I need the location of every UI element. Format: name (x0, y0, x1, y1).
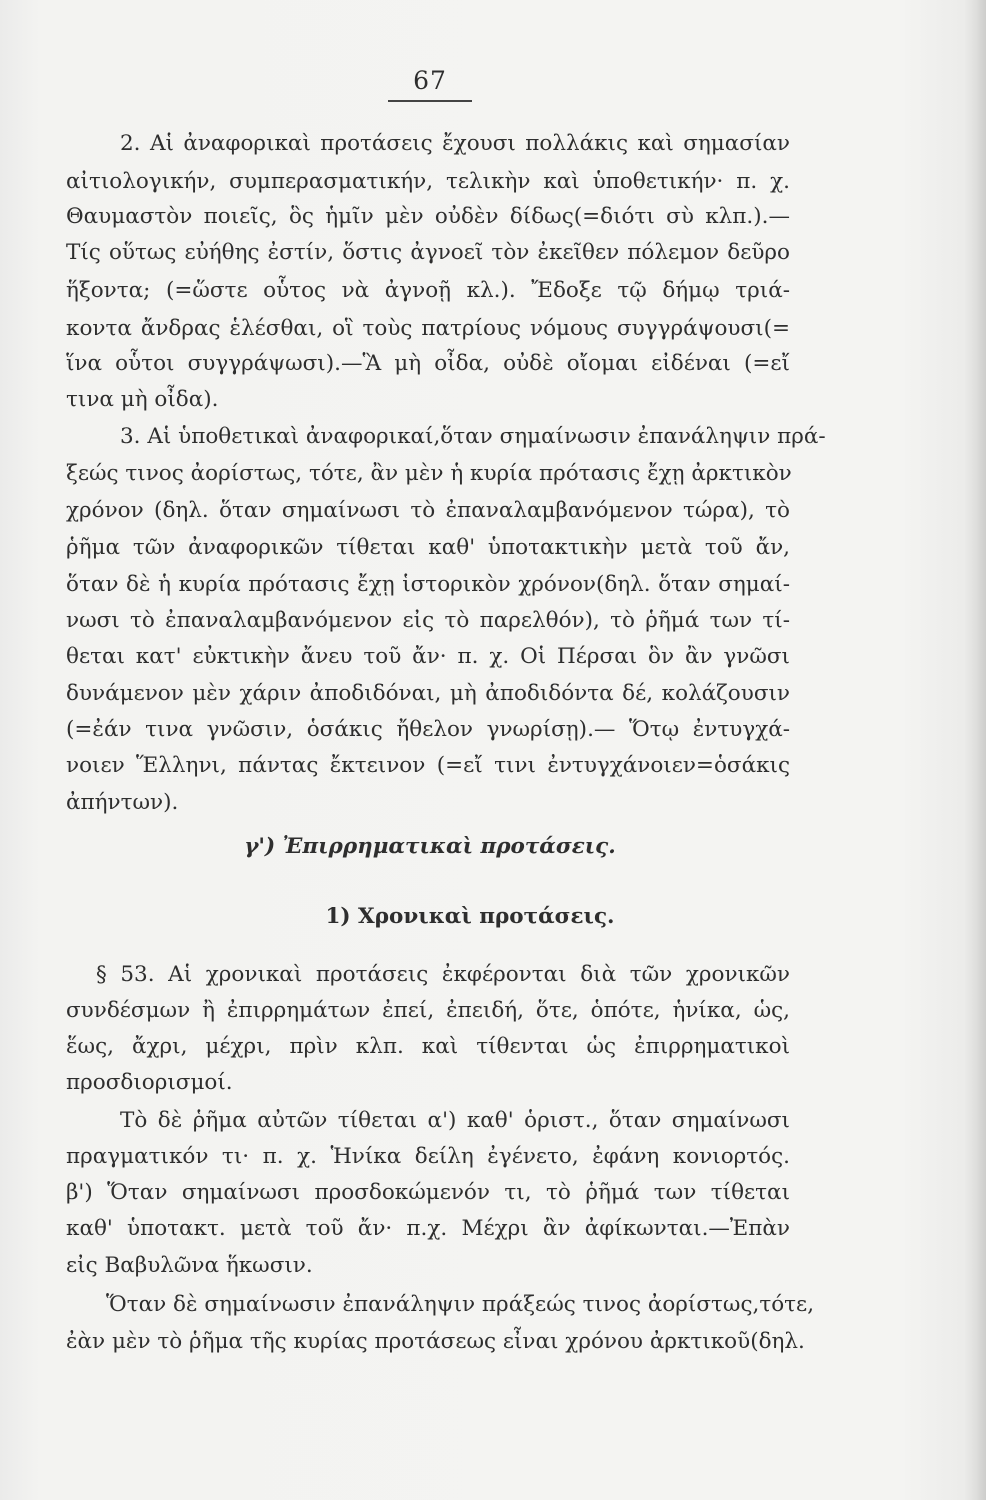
text-line: χρόνον (δηλ. ὅταν σημαίνωσι τὸ ἐπαναλαμβανόμενον τώρα), τὸ (66, 498, 790, 523)
text-line: ἀπήντων). (66, 790, 179, 815)
text-line: 3. Αἱ ὑποθετικαὶ ἀναφορικαί,ὅταν σημαίνωσιν ἐπανάληψιν πρά- (120, 424, 826, 449)
text-line: (=ἐάν τινα γνῶσιν, ὁσάκις ἤθελον γνωρίσῃ).— Ὅτῳ ἐντυγχά- (66, 717, 790, 742)
text-line: ξεώς τινος ἀορίστως, τότε, ἂν μὲν ἡ κυρία πρότασις ἔχῃ ἀρκτικὸν (66, 461, 792, 486)
text-line: προσδιορισμοί. (66, 1070, 233, 1095)
text-line: καθ' ὑποτακτ. μετὰ τοῦ ἄν· π.χ. Μέχρι ἂν ἀφίκωνται.—Ἐπὰν (66, 1216, 790, 1241)
text-line: § 53. Αἱ χρονικαὶ προτάσεις ἐκφέρονται διὰ τῶν χρονικῶν (96, 962, 790, 987)
text-line: 2. Αἱ ἀναφορικαὶ προτάσεις ἔχουσι πολλάκις καὶ σημασίαν (120, 131, 790, 156)
section-heading: γ') Ἐπιρρηματικαὶ προτάσεις. (244, 834, 616, 859)
page-edge-shadow (964, 0, 986, 1500)
text-line: Ὅταν δὲ σημαίνωσιν ἐπανάληψιν πράξεώς τινος ἀορίστως,τότε, (106, 1292, 815, 1317)
text-line: κοντα ἄνδρας ἑλέσθαι, οἳ τοὺς πατρίους νόμους συγγράψουσι(= (66, 316, 790, 341)
text-line: β') Ὅταν σημαίνωσι προσδοκώμενόν τι, τὸ ῥῆμά των τίθεται (66, 1180, 790, 1205)
text-line: ἕως, ἄχρι, μέχρι, πρὶν κλπ. καὶ τίθενται ὡς ἐπιρρηματικοὶ (66, 1034, 790, 1059)
text-line: εἰς Βαβυλῶνα ἥκωσιν. (66, 1253, 313, 1278)
text-line: συνδέσμων ἢ ἐπιρρημάτων ἐπεί, ἐπειδή, ὅτε, ὁπότε, ἡνίκα, ὡς, (66, 998, 790, 1023)
page-number-rule (388, 100, 472, 102)
text-line: ὅταν δὲ ἡ κυρία πρότασις ἔχῃ ἱστορικὸν χρόνον(δηλ. ὅταν σημαί- (66, 572, 790, 597)
text-line: πραγματικόν τι· π. χ. Ἡνίκα δείλη ἐγένετο, ἐφάνη κονιορτός. (66, 1144, 790, 1169)
page-number: 67 (413, 66, 447, 95)
text-line: Τὸ δὲ ῥῆμα αὐτῶν τίθεται α') καθ' ὁριστ., ὅταν σημαίνωσι (120, 1108, 790, 1133)
subsection-heading: 1) Χρονικαὶ προτάσεις. (325, 904, 615, 929)
text-line: Τίς οὕτως εὐήθης ἐστίν, ὅστις ἀγνοεῖ τὸν ἐκεῖθεν πόλεμον δεῦρο (66, 240, 790, 265)
text-line: τινα μὴ οἶδα). (66, 387, 219, 412)
text-line: νωσι τὸ ἐπαναλαμβανόμενον εἰς τὸ παρελθόν), τὸ ῥῆμά των τί- (66, 608, 790, 633)
text-line: ἵνα οὗτοι συγγράψωσι).—Ἃ μὴ οἶδα, οὐδὲ οἴομαι εἰδέναι (=εἴ (66, 351, 790, 376)
text-line: Θαυμαστὸν ποιεῖς, ὃς ἡμῖν μὲν οὐδὲν δίδως(=διότι σὺ κλπ.).— (66, 204, 790, 229)
text-line: ῥῆμα τῶν ἀναφορικῶν τίθεται καθ' ὑποτακτικὴν μετὰ τοῦ ἄν, (66, 535, 790, 560)
text-line: νοιεν Ἕλληνι, πάντας ἔκτεινον (=εἴ τινι ἐντυγχάνοιεν=ὁσάκις (66, 753, 790, 778)
text-line: αἰτιολογικήν, συμπερασματικήν, τελικὴν καὶ ὑποθετικήν· π. χ. (66, 169, 790, 194)
text-line: ἥξοντα; (=ὥστε οὗτος νὰ ἀγνοῇ κλ.). Ἔδοξε τῷ δήμῳ τριά- (66, 278, 790, 303)
text-line: δυνάμενον μὲν χάριν ἀποδιδόναι, μὴ ἀποδιδόντα δέ, κολάζουσιν (66, 681, 790, 706)
text-line: θεται κατ' εὐκτικὴν ἄνευ τοῦ ἄν· π. χ. Οἱ Πέρσαι ὃν ἂν γνῶσι (66, 644, 790, 669)
text-line: ἐὰν μὲν τὸ ῥῆμα τῆς κυρίας προτάσεως εἶναι χρόνου ἀρκτικοῦ(δηλ. (66, 1329, 805, 1354)
